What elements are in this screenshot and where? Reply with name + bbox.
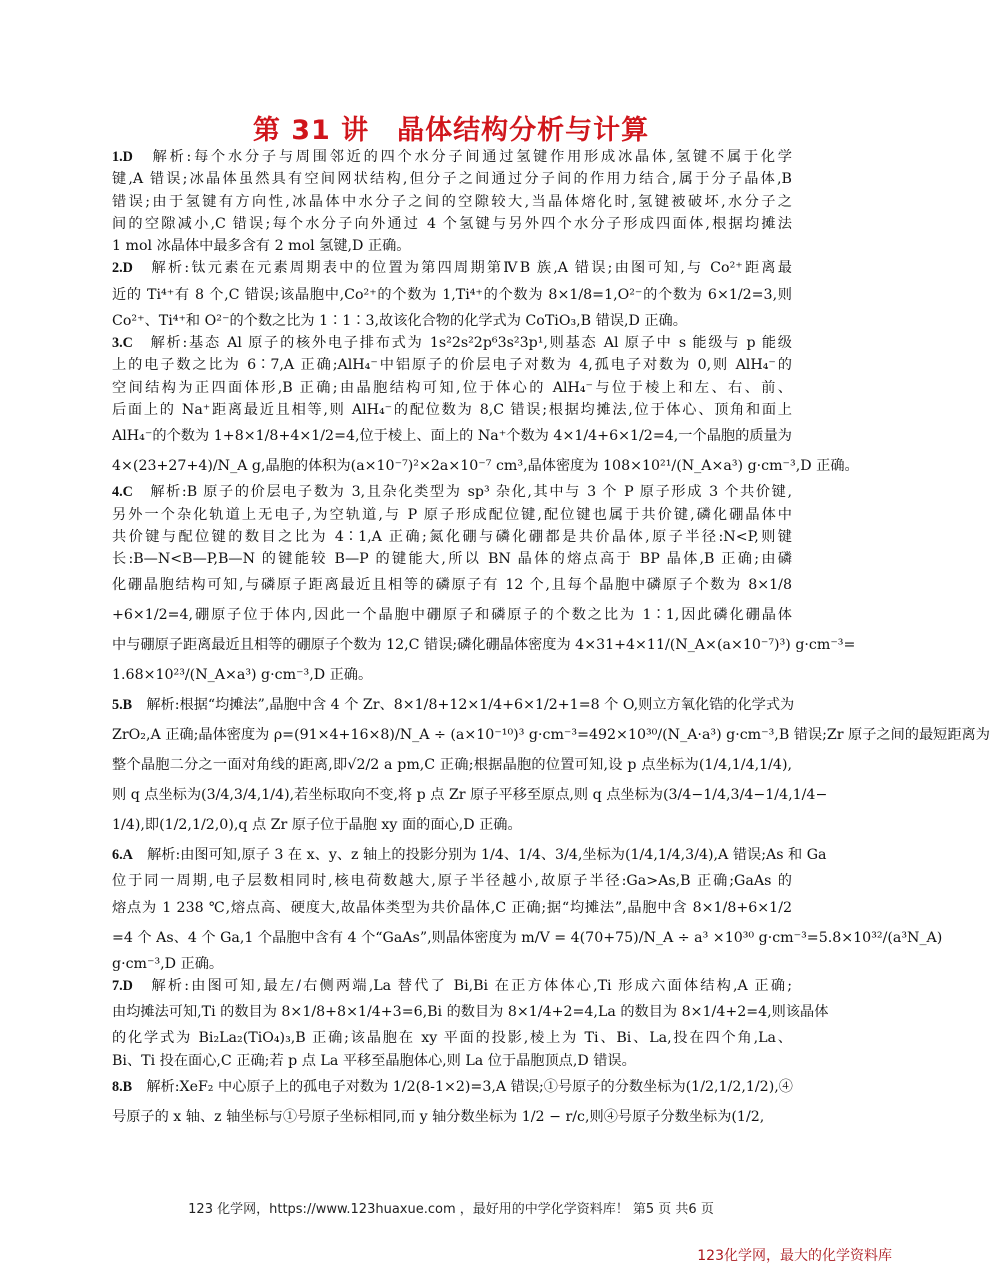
answer-item-2	[112, 257, 792, 332]
answer-text: 解析:XeF₂ 中心原子上的孤电子对数为 1/2(8-1×2)=3,A 错误;①号原子的分数坐标为(1/2,1/2,1/2),④	[146, 1078, 793, 1095]
answer-4-line-7: 中与硼原子距离最近且相等的硼原子个数为 12,C 错误;磷化硼晶体密度为 4×31+4×11/(N_A×(a×10⁻⁷)³) g·cm⁻³=	[112, 637, 856, 654]
answer-1-line-5: 1 mol 冰晶体中最多含有 2 mol 氢键,D 正确。	[112, 238, 411, 255]
answer-3-line-3: 空间结构为正四面体形,B 正确;由晶胞结构可知,位于体心的 AlH₄⁻与位于棱上和左、右、前、	[112, 379, 792, 396]
answer-4-line-5: 化硼晶胞结构可知,与磷原子距离最近且相等的磷原子有 12 个,且每个晶胞中磷原子个数为 8×1/8	[112, 577, 792, 594]
answer-number: 7.D	[112, 978, 133, 995]
answer-7-line-4: Bi、Ti 投在面心,C 正确;若 p 点 La 平移至晶胞体心,则 La 位于晶胞顶点,D 错误。	[112, 1052, 636, 1069]
answer-5-line-2: ZrO₂,A 正确;晶体密度为 ρ=(91×4+16×8)/N_A ÷ (a×10⁻¹⁰)³ g·cm⁻³=492×10³⁰/(N_A·a³) g·cm⁻³,B 错误;Zr 原子之间的最短距离为	[112, 727, 990, 744]
answer-item-6	[112, 840, 943, 975]
answer-6-line-4: =4 个 As、4 个 Ga,1 个晶胞中含有 4 个“GaAs”,则晶体密度为 m/V = 4(70+75)/N_A ÷ a³ ×10³⁰ g·cm⁻³=5.8×10³²/(a³N_A)	[112, 929, 943, 946]
answer-5-line-4: 则 q 点坐标为(3/4,3/4,1/4),若坐标取向不变,将 p 点 Zr 原子平移至原点,则 q 点坐标为(3/4−1/4,3/4−1/4,1/4−	[112, 787, 828, 804]
answer-4-line-8: 1.68×10²³/(N_A×a³) g·cm⁻³,D 正确。	[112, 667, 373, 684]
answer-number: 2.D	[112, 260, 133, 277]
answer-4-line-6: +6×1/2=4,硼原子位于体内,因此一个晶胞中硼原子和磷原子的个数之比为 1∶1,因此磷化硼晶体	[112, 607, 792, 624]
answer-5-line-5: 1/4),即(1/2,1/2,0),q 点 Zr 原子位于晶胞 xy 面的面心,D 正确。	[112, 817, 522, 834]
answer-item-3	[112, 332, 859, 481]
page-footer: 123 化学网，https://www.123huaxue.com ，最好用的中学化学资料库！ 第5 页 共6 页	[188, 1202, 714, 1217]
page-title: 第 31 讲 晶体结构分析与计算	[252, 115, 650, 146]
answer-text: 解析:基态 Al 原子的核外电子排布式为 1s²2s²2p⁶3s²3p¹,则基态 Al 原子中 s 能级与 p 能级	[150, 335, 792, 352]
answer-2-line-3: Co²⁺、Ti⁴⁺和 O²⁻的个数之比为 1∶1∶3,故该化合物的化学式为 CoTiO₃,B 错误,D 正确。	[112, 312, 687, 329]
answer-7-line-2: 由均摊法可知,Ti 的数目为 8×1/8+8×1/4+3=6,Bi 的数目为 8×1/4+2=4,La 的数目为 8×1/4+2=4,则该晶体	[112, 1004, 829, 1021]
answer-2-line-2: 近的 Ti⁴⁺有 8 个,C 错误;该晶胞中,Co²⁺的个数为 1,Ti⁴⁺的个数为 8×1/8=1,O²⁻的个数为 6×1/2=3,则	[112, 286, 792, 303]
answer-6-line-3: 熔点为 1 238 ℃,熔点高、硬度大,故晶体类型为共价晶体,C 正确;据“均摊法”,晶胞中含 8×1/8+6×1/2	[112, 899, 792, 916]
answer-7-line-3: 的化学式为 Bi₂La₂(TiO₄)₃,B 正确;该晶胞在 xy 平面的投影,棱上为 Ti、Bi、La,投在四个角,La、	[112, 1030, 792, 1047]
answer-3-line-4: 后面上的 Na⁺距离最近且相等,则 AlH₄⁻的配位数为 8,C 错误;根据均摊法,位于体心、顶角和面上	[112, 401, 792, 418]
answer-3-line-1	[112, 332, 792, 354]
answer-2-line-1	[112, 257, 792, 279]
answer-item-7	[112, 975, 829, 1072]
answer-1-line-2: 键,A 错误;冰晶体虽然具有空间网状结构,但分子之间通过分子间的作用力结合,属于分子晶体,B	[112, 171, 792, 188]
answer-item-1	[112, 146, 792, 257]
answer-text: 解析:每个水分子与周围邻近的四个水分子间通过氢键作用形成冰晶体,氢键不属于化学	[152, 149, 792, 165]
answer-1-line-3: 错误;由于氢键有方向性,冰晶体中水分子之间的空隙较大,当晶体熔化时,氢键被破坏,水分子之	[112, 193, 792, 210]
answer-text: 解析:由图可知,原子 3 在 x、y、z 轴上的投影分别为 1/4、1/4、3/4,坐标为(1/4,1/4,3/4),A 错误;As 和 Ga	[147, 847, 827, 864]
answer-text: 解析:B 原子的价层电子数为 3,且杂化类型为 sp³ 杂化,其中与 3 个 P 原子形成 3 个共价键,	[150, 484, 792, 501]
answer-number: 1.D	[112, 149, 133, 165]
answer-number: 4.C	[112, 484, 133, 501]
answer-item-4	[112, 481, 856, 690]
answer-number: 8.B	[112, 1078, 133, 1095]
answer-6-line-2: 位于同一周期,电子层数相同时,核电荷数越大,原子半径越小,故原子半径:Ga>As,B 正确;GaAs 的	[112, 873, 792, 890]
answer-list	[112, 146, 990, 1132]
answer-8-line-1	[112, 1072, 792, 1102]
answer-3-line-6: 4×(23+27+4)/N_A g,晶胞的体积为(a×10⁻⁷)²×2a×10⁻⁷ cm³,晶体密度为 108×10²¹/(N_A×a³) g·cm⁻³,D 正确。	[112, 458, 859, 475]
answer-text: 解析:钛元素在元素周期表中的位置为第四周期第ⅣB 族,A 错误;由图可知,与 Co²⁺距离最	[151, 260, 792, 277]
answer-4-line-2: 另外一个杂化轨道上无电子,为空轨道,与 P 原子形成配位键,配位键也属于共价键,磷化硼晶体中	[112, 506, 792, 523]
answer-1-line-1	[112, 146, 792, 168]
answer-number: 3.C	[112, 335, 133, 352]
site-watermark: 123化学网，最大的化学资料库	[697, 1248, 892, 1264]
answer-5-line-3: 整个晶胞二分之一面对角线的距离,即√2/2 a pm,C 正确;根据晶胞的位置可知,设 p 点坐标为(1/4,1/4,1/4),	[112, 757, 792, 774]
answer-text: 解析:根据“均摊法”,晶胞中含 4 个 Zr、8×1/8+12×1/4+6×1/2+1=8 个 O,则立方氧化锆的化学式为	[146, 697, 795, 714]
answer-4-line-1	[112, 481, 792, 503]
answer-number: 5.B	[112, 697, 133, 714]
answer-3-line-5: AlH₄⁻的个数为 1+8×1/8+4×1/2=4,位于棱上、面上的 Na⁺个数为 4×1/4+6×1/2=4,一个晶胞的质量为	[112, 428, 792, 445]
answer-3-line-2: 上的电子数之比为 6∶7,A 正确;AlH₄⁻中铝原子的价层电子对数为 4,孤电子对数为 0,则 AlH₄⁻的	[112, 357, 792, 374]
answer-4-line-4: 长:B—N<B—P,B—N 的键能较 B—P 的键能大,所以 BN 晶体的熔点高于 BP 晶体,B 正确;由磷	[112, 551, 792, 568]
answer-6-line-1	[112, 840, 827, 870]
answer-item-8	[112, 1072, 792, 1132]
answer-7-line-1	[112, 975, 792, 997]
answer-6-line-5: g·cm⁻³,D 正确。	[112, 955, 224, 972]
answer-number: 6.A	[112, 847, 133, 864]
answer-8-line-2: 号原子的 x 轴、z 轴坐标与①号原子坐标相同,而 y 轴分数坐标为 1/2 − r/c,则④号原子分数坐标为(1/2,	[112, 1108, 765, 1125]
answer-5-line-1	[112, 690, 795, 720]
answer-4-line-3: 共价键与配位键的数目之比为 4∶1,A 正确;氮化硼与磷化硼都是共价晶体,原子半径:N<P,则键	[112, 528, 792, 545]
answer-text: 解析:由图可知,最左/右侧两端,La 替代了 Bi,Bi 在正方体体心,Ti 形成六面体结构,A 正确;	[151, 978, 792, 995]
answer-item-5	[112, 690, 990, 840]
answer-1-line-4: 间的空隙减小,C 错误;每个水分子向外通过 4 个氢键与另外四个水分子形成四面体,根据均摊法	[112, 215, 792, 232]
